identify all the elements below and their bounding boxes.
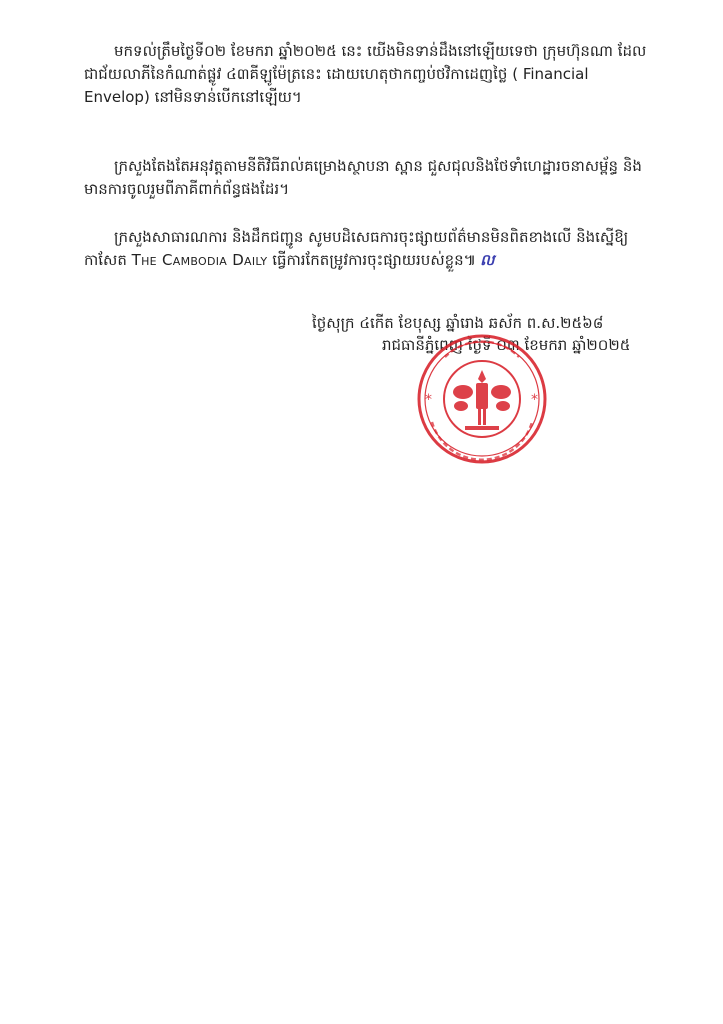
paragraph-2-text: ក្រសួងតែងតែអនុវត្តតាមនីតិវិធីរាល់គម្រោងស្ថាបនា ស្ពាន ជួសជុលនិងថែទាំហេដ្ឋារចនាសម្ព័ន្ធ និងមានការចូលរួមពីភាគីពាក់ព័ន្ធផងដែរ។: [84, 157, 642, 198]
paragraph-3: [84, 226, 654, 272]
paragraph-1-text-b: ( Financial Envelop): [84, 65, 589, 106]
paragraph-1: [84, 40, 654, 109]
official-seal-stamp: [405, 332, 560, 467]
paragraph-3-text-a: ក្រសួងសាធារណការ និងដឹកជញ្ជូន សូមបដិសេធការចុះផ្សាយព័ត៌មានមិនពិតខាងលើ និងស្នើឱ្យ កាសែត: [84, 228, 629, 269]
svg-text:*: *: [425, 392, 432, 408]
paragraph-3-text-b: ធ្វើការកែតម្រូវការចុះផ្សាយរបស់ខ្លួន៕: [272, 251, 477, 269]
paragraph-1-text-a: មកទល់ត្រឹមថ្ងៃទី០២ ខែមករា ឆ្នាំ២០២៥ នេះ យើងមិនទាន់ដឹងនៅឡើយទេថា ក្រុមហ៊ុនណា ដែលជាជ័យលាភីនៃកំណាត់ផ្លូវ ៤៣គីឡូម៉ែត្រនេះ ដោយហេតុថាកញ្ចប់ថវិកាដេញថ្លៃ: [84, 42, 647, 83]
place-date-line: រាជធានីភ្នំពេញ ថ្ងៃទី ០៣ ខែមករា ឆ្នាំ២០២៥: [382, 336, 631, 354]
paragraph-1-text-c: នៅមិនទាន់បើកនៅឡើយ។: [154, 88, 302, 106]
paragraph-2: [84, 155, 654, 201]
publication-name: The Cambodia Daily: [131, 251, 268, 269]
initial-mark: ល: [480, 251, 495, 269]
svg-text:*: *: [531, 392, 538, 408]
lunar-date-line: ថ្ងៃសុក្រ ៤កើត ខែបុស្ស ឆ្នាំរោង ឆស័ក ព.ស.២៥៦៨: [312, 314, 604, 332]
